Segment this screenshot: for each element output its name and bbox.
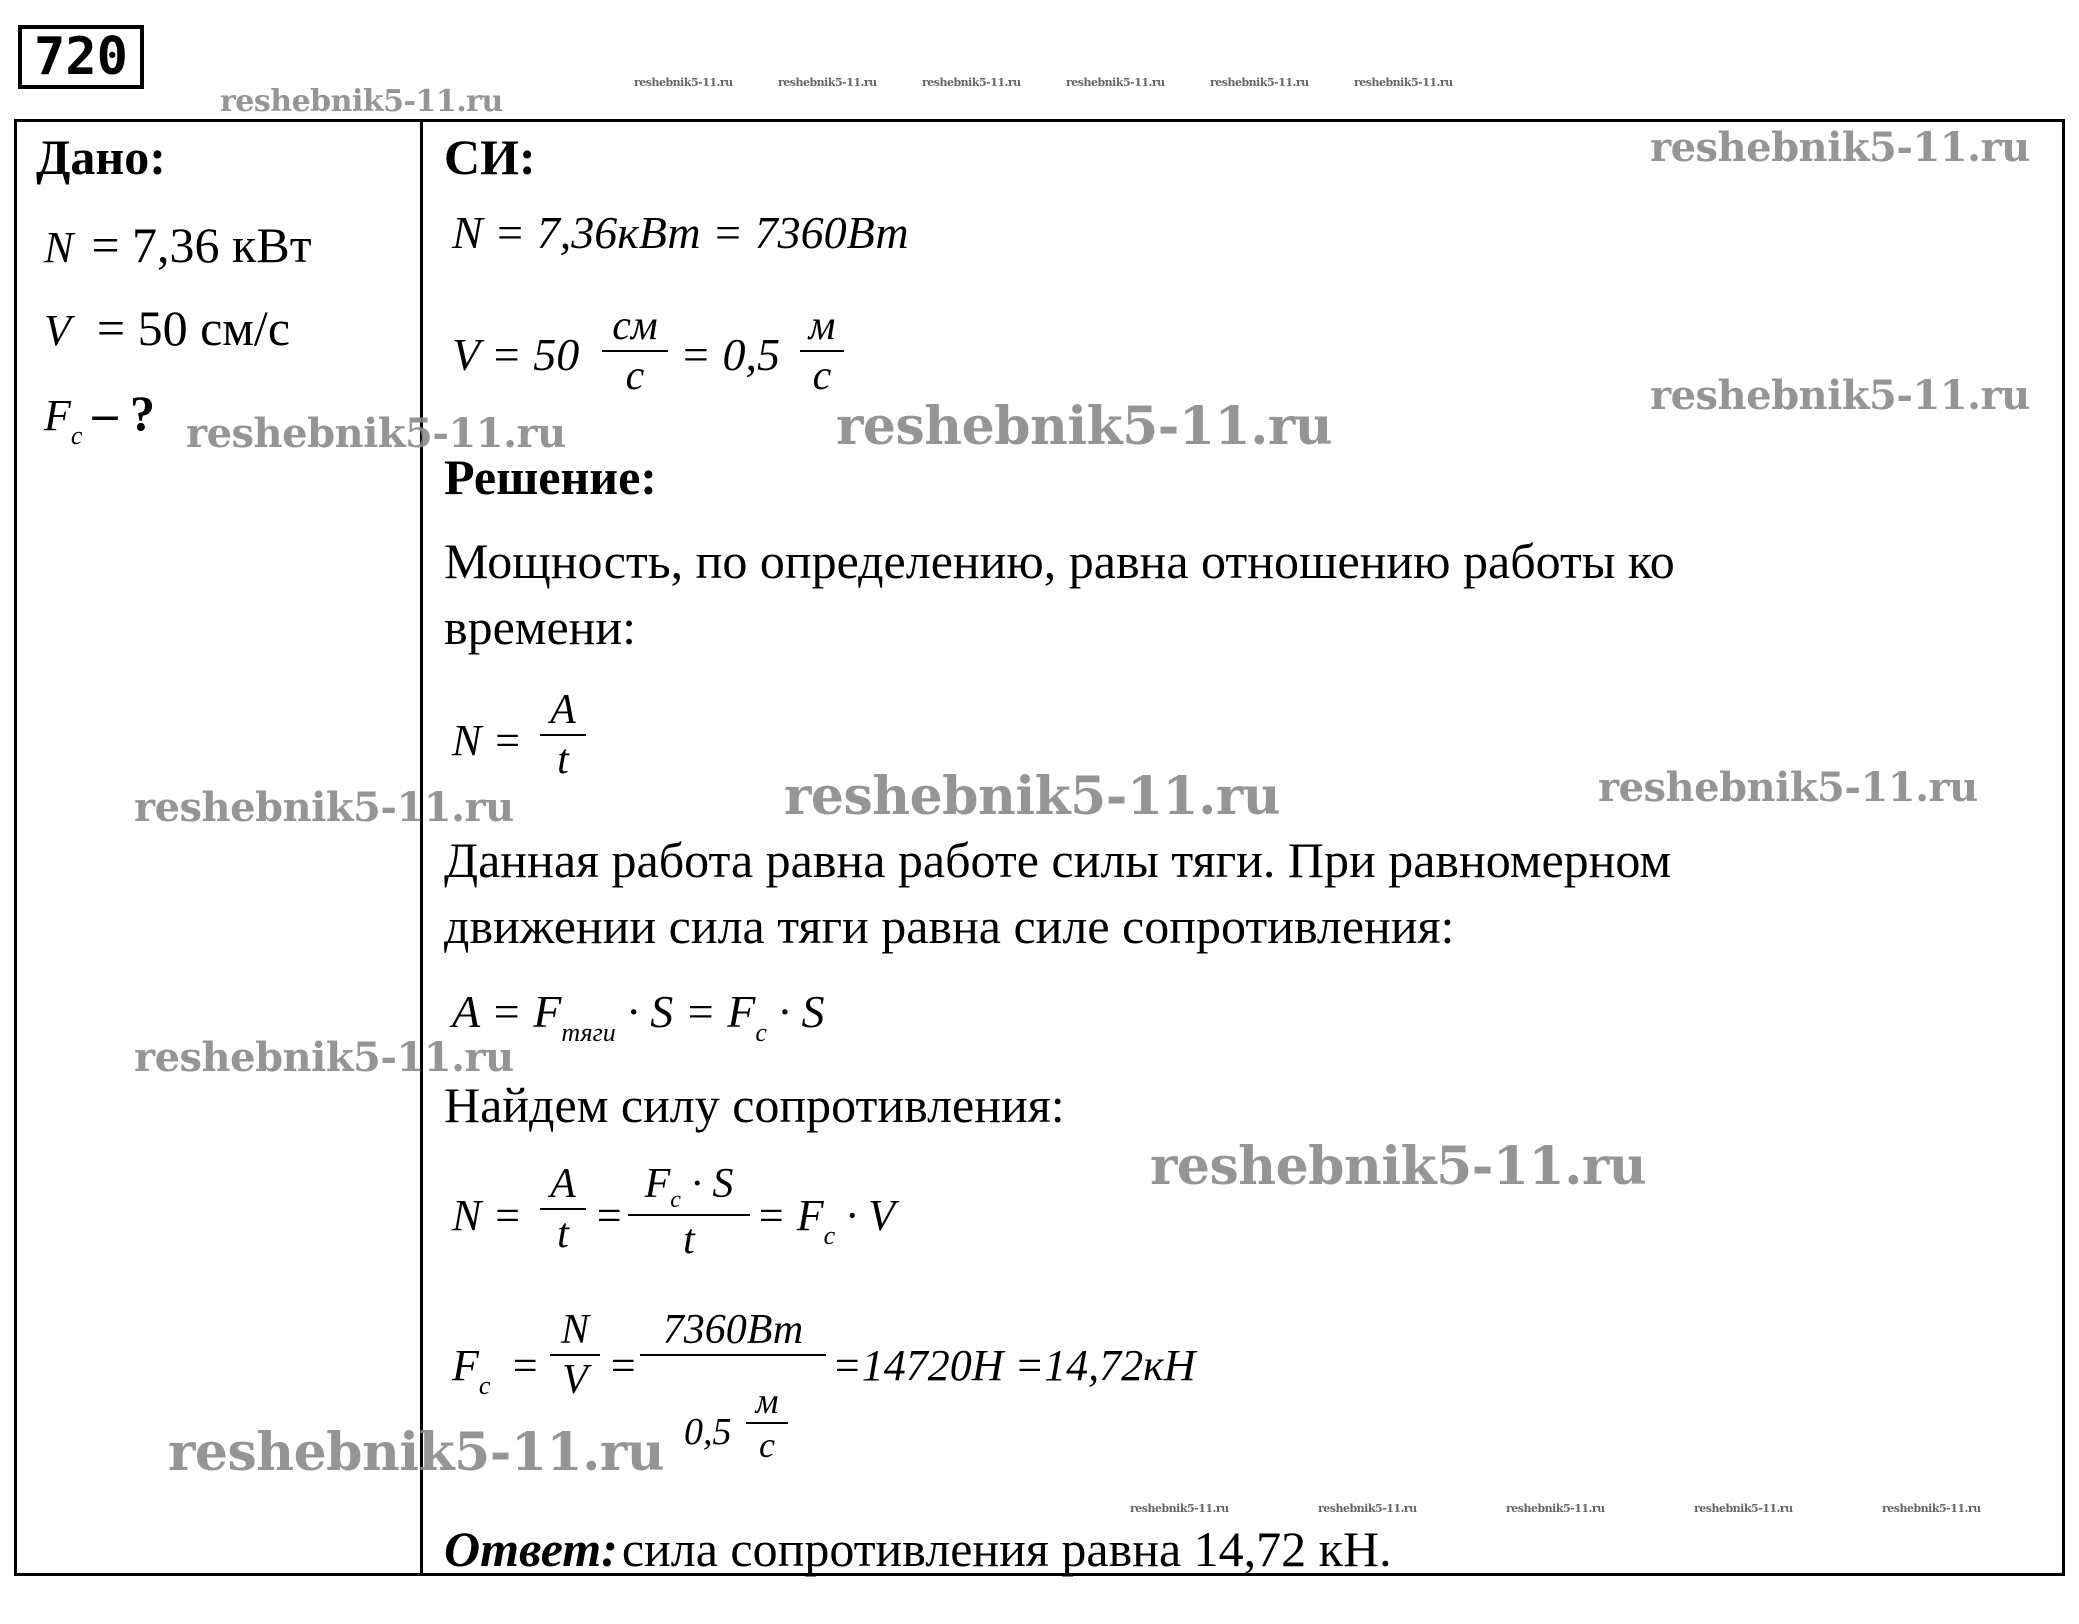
formula2-sub1: тяги (561, 1018, 616, 1047)
formula4-frac1-num: N (560, 1307, 589, 1353)
watermark: reshebnik5-11.ru (1882, 1502, 1981, 1515)
si-V-frac1-den: с (625, 353, 645, 399)
solution-text2-line1: Данная работа равна работе силы тяги. При равномерном (444, 832, 1672, 888)
formula4-den-den: с (759, 1425, 775, 1465)
given-F-value: – ? (92, 385, 155, 441)
formula3-rhs-rest: · V (846, 1191, 896, 1240)
formula4-eq1: = (510, 1341, 540, 1390)
formula4-den-num: м (755, 1381, 779, 1421)
formula2-b: · S = F (627, 986, 756, 1037)
formula3-frac1 (540, 1160, 586, 1258)
formula3-rhs-F: = F (756, 1191, 824, 1240)
si-N-line: N = 7,36кВт = 7360Вт (452, 207, 909, 258)
fraction-bar (640, 1354, 826, 1356)
column-divider (420, 119, 423, 1576)
formula4-frac1 (550, 1306, 600, 1404)
formula4-den-coef: 0,5 (684, 1411, 732, 1453)
formula3-lhs: N = (452, 1191, 523, 1240)
formula3-rhs-sub: c (823, 1221, 836, 1250)
si-V-frac-m-s (800, 302, 844, 400)
formula4-lhs (452, 1340, 490, 1401)
formula3-frac1-den: t (557, 1211, 569, 1257)
answer-label: Ответ: (444, 1521, 618, 1577)
given-N (44, 212, 312, 278)
formula3-rhs (756, 1190, 895, 1251)
given-V-value: = 50 см/с (96, 300, 291, 356)
solution-text1-line2: времени: (444, 599, 637, 655)
si-V-frac-cm-s (602, 302, 668, 400)
given-heading: Дано: (36, 129, 166, 185)
formula3-frac2-num-sub: c (670, 1187, 681, 1213)
watermark: reshebnik5-11.ru (1130, 1502, 1229, 1515)
watermark: reshebnik5-11.ru (1694, 1502, 1793, 1515)
watermark: reshebnik5-11.ru (922, 76, 1021, 89)
formula4-result: =14720Н =14,72кН (832, 1341, 1196, 1390)
solution-text2-line2: движении сила тяги равна силе сопротивления: (444, 898, 1455, 954)
si-V-frac2-den: с (812, 353, 832, 399)
formula4-lhs-F: F (452, 1341, 479, 1390)
watermark: reshebnik5-11.ru (1150, 1136, 1647, 1197)
formula1-num: A (550, 687, 576, 733)
formula4-eq2: = (608, 1341, 638, 1390)
formula1-frac (540, 686, 586, 784)
watermark: reshebnik5-11.ru (1650, 372, 2030, 419)
watermark: reshebnik5-11.ru (220, 84, 503, 119)
solution-text3: Найдем силу сопротивления: (444, 1077, 1065, 1133)
watermark: reshebnik5-11.ru (836, 396, 1333, 457)
formula3-frac2-num-F: F (644, 1161, 671, 1207)
watermark: reshebnik5-11.ru (1354, 76, 1453, 89)
formula2-sub2: c (755, 1018, 767, 1047)
watermark: reshebnik5-11.ru (1506, 1502, 1605, 1515)
formula4-frac2-num: 7360Вт (662, 1307, 804, 1353)
watermark: reshebnik5-11.ru (634, 76, 733, 89)
problem-number: 720 (18, 25, 144, 89)
solution-heading: Решение: (444, 449, 657, 505)
formula4-frac2 (640, 1306, 826, 1356)
si-V-mid: = 0,5 (680, 329, 781, 380)
formula3-frac2 (628, 1160, 750, 1264)
formula4-lhs-sub: c (478, 1371, 491, 1400)
watermark: reshebnik5-11.ru (134, 1034, 514, 1081)
si-V-frac2-num: м (808, 303, 836, 349)
watermark: reshebnik5-11.ru (1066, 76, 1165, 89)
watermark: reshebnik5-11.ru (1598, 764, 1978, 811)
formula3-frac2-num (628, 1160, 750, 1214)
given-F-sub: c (70, 421, 83, 450)
answer (444, 1516, 1392, 1582)
formula3-frac2-den: t (683, 1217, 695, 1263)
watermark: reshebnik5-11.ru (1210, 76, 1309, 89)
given-N-label: N (44, 223, 74, 272)
formula3-eq: = (594, 1191, 624, 1240)
watermark: reshebnik5-11.ru (784, 766, 1281, 827)
watermark: reshebnik5-11.ru (168, 1422, 665, 1483)
given-F (44, 380, 155, 451)
watermark: reshebnik5-11.ru (778, 76, 877, 89)
si-heading: СИ: (444, 129, 536, 185)
formula4-den-frac (746, 1380, 788, 1466)
watermark: reshebnik5-11.ru (134, 784, 514, 831)
si-V-frac1-num: см (612, 303, 658, 349)
solution-text1-line1: Мощность, по определению, равна отношению работы ко (444, 533, 1675, 589)
formula4-frac1-den: V (562, 1357, 588, 1403)
watermark: reshebnik5-11.ru (1318, 1502, 1417, 1515)
si-V-lhs: V = 50 (452, 329, 580, 380)
watermark: reshebnik5-11.ru (1650, 124, 2030, 171)
formula2-c: · S (778, 986, 825, 1037)
formula1-lhs: N = (452, 716, 523, 765)
formula3-frac2-num-rest: · S (691, 1161, 734, 1207)
given-V (44, 295, 290, 361)
given-N-value: = 7,36 кВт (91, 217, 312, 273)
given-V-label: V (44, 306, 71, 355)
formula3-frac1-num: A (550, 1161, 576, 1207)
watermark: reshebnik5-11.ru (186, 410, 566, 457)
formula1-den: t (557, 737, 569, 783)
answer-text: сила сопротивления равна 14,72 кН. (621, 1521, 1392, 1577)
given-F-label: F (44, 391, 71, 440)
formula2-a: A = F (452, 986, 562, 1037)
